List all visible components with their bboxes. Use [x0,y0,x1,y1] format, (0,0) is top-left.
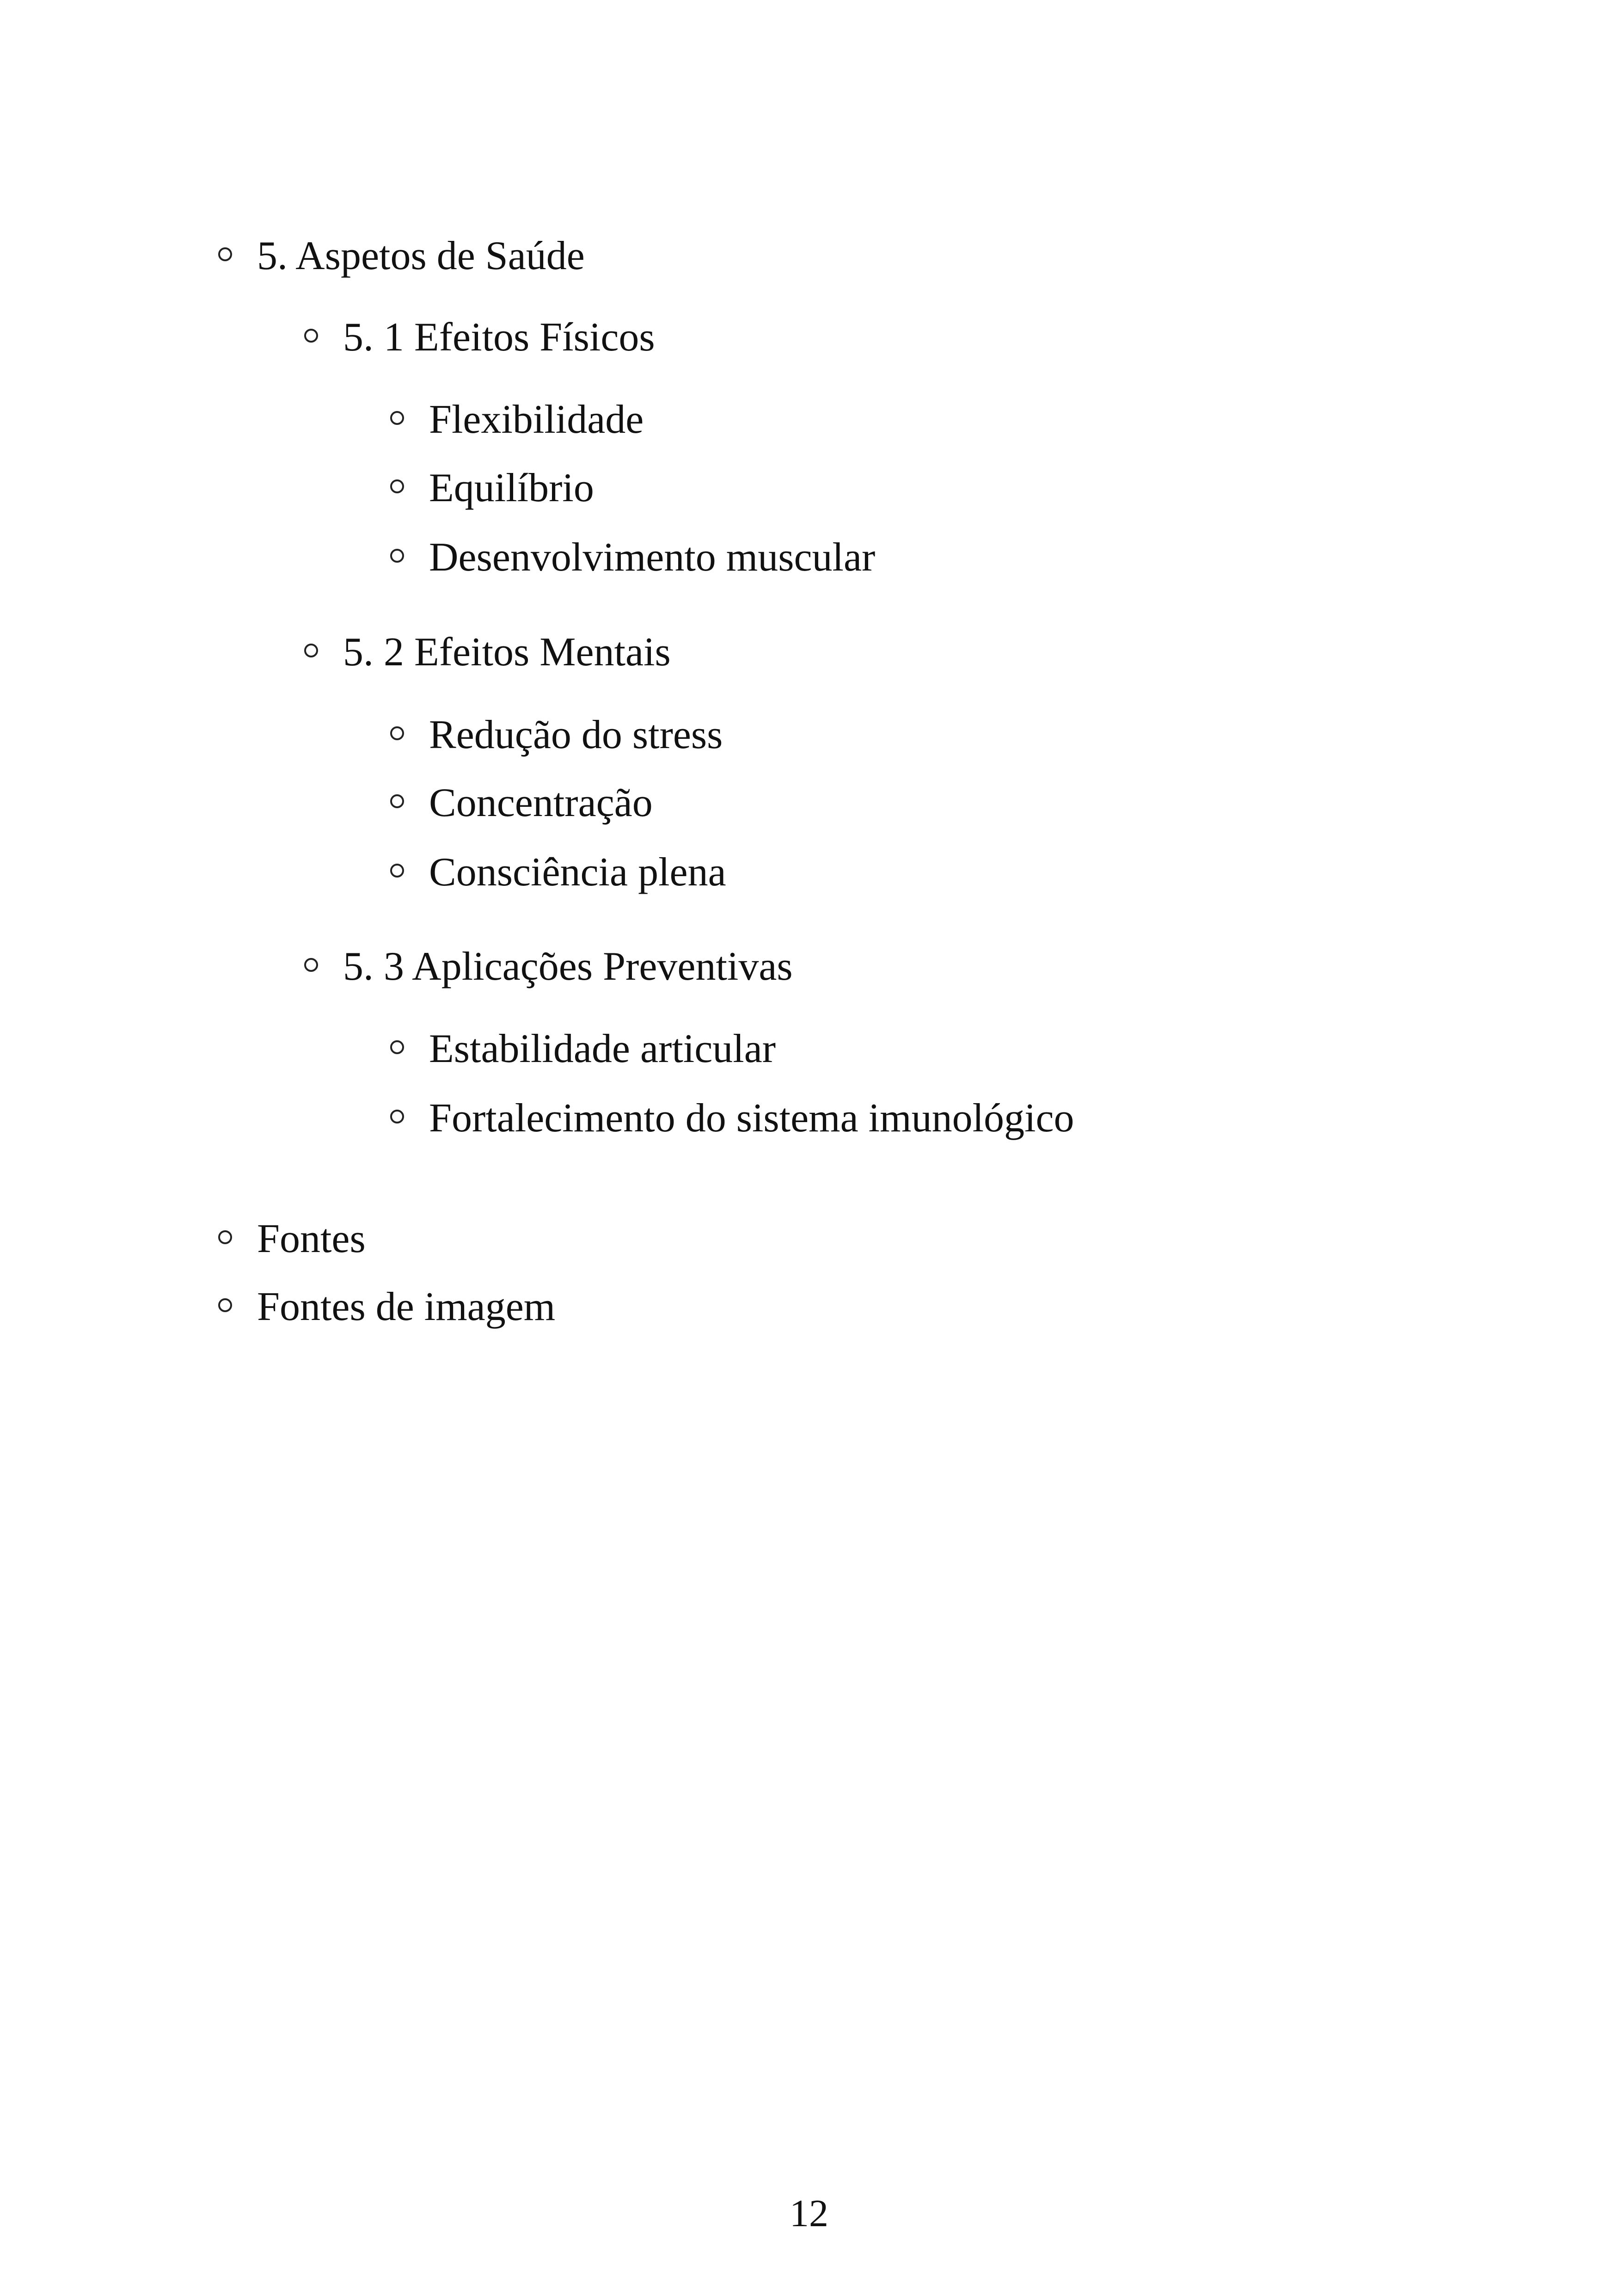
bullet-icon [390,794,404,808]
bullet-icon [218,1230,232,1244]
outline-item: Estabilidade articular [429,1026,776,1071]
outline-item: Fortalecimento do sistema imunológico [429,1096,1074,1141]
bullet-icon [390,549,404,563]
outline-item: Concentração [429,780,653,825]
bullet-icon [304,644,318,657]
outline-subsection-5-1: 5. 1 Efeitos Físicos [343,315,655,360]
outline-subsection-5-2: 5. 2 Efeitos Mentais [343,630,671,675]
bullet-icon [390,726,404,740]
outline-item: Flexibilidade [429,397,644,442]
bullet-icon [390,411,404,425]
outline-section-5: 5. Aspetos de Saúde [257,233,585,278]
bullet-icon [390,864,404,878]
outline-subsection-5-3: 5. 3 Aplicações Preventivas [343,944,793,989]
bullet-icon [304,329,318,343]
bullet-icon [304,958,318,972]
bullet-icon [390,1110,404,1123]
bullet-icon [218,247,232,261]
bullet-icon [218,1298,232,1312]
outline-item: Equilíbrio [429,466,594,510]
bullet-icon [390,479,404,493]
outline-image-sources: Fontes de imagem [257,1284,556,1329]
outline-sources: Fontes [257,1216,366,1261]
page-number: 12 [790,2192,828,2235]
outline-item: Desenvolvimento muscular [429,535,876,580]
outline-item: Consciência plena [429,850,726,895]
bullet-icon [390,1040,404,1054]
outline-item: Redução do stress [429,712,723,757]
